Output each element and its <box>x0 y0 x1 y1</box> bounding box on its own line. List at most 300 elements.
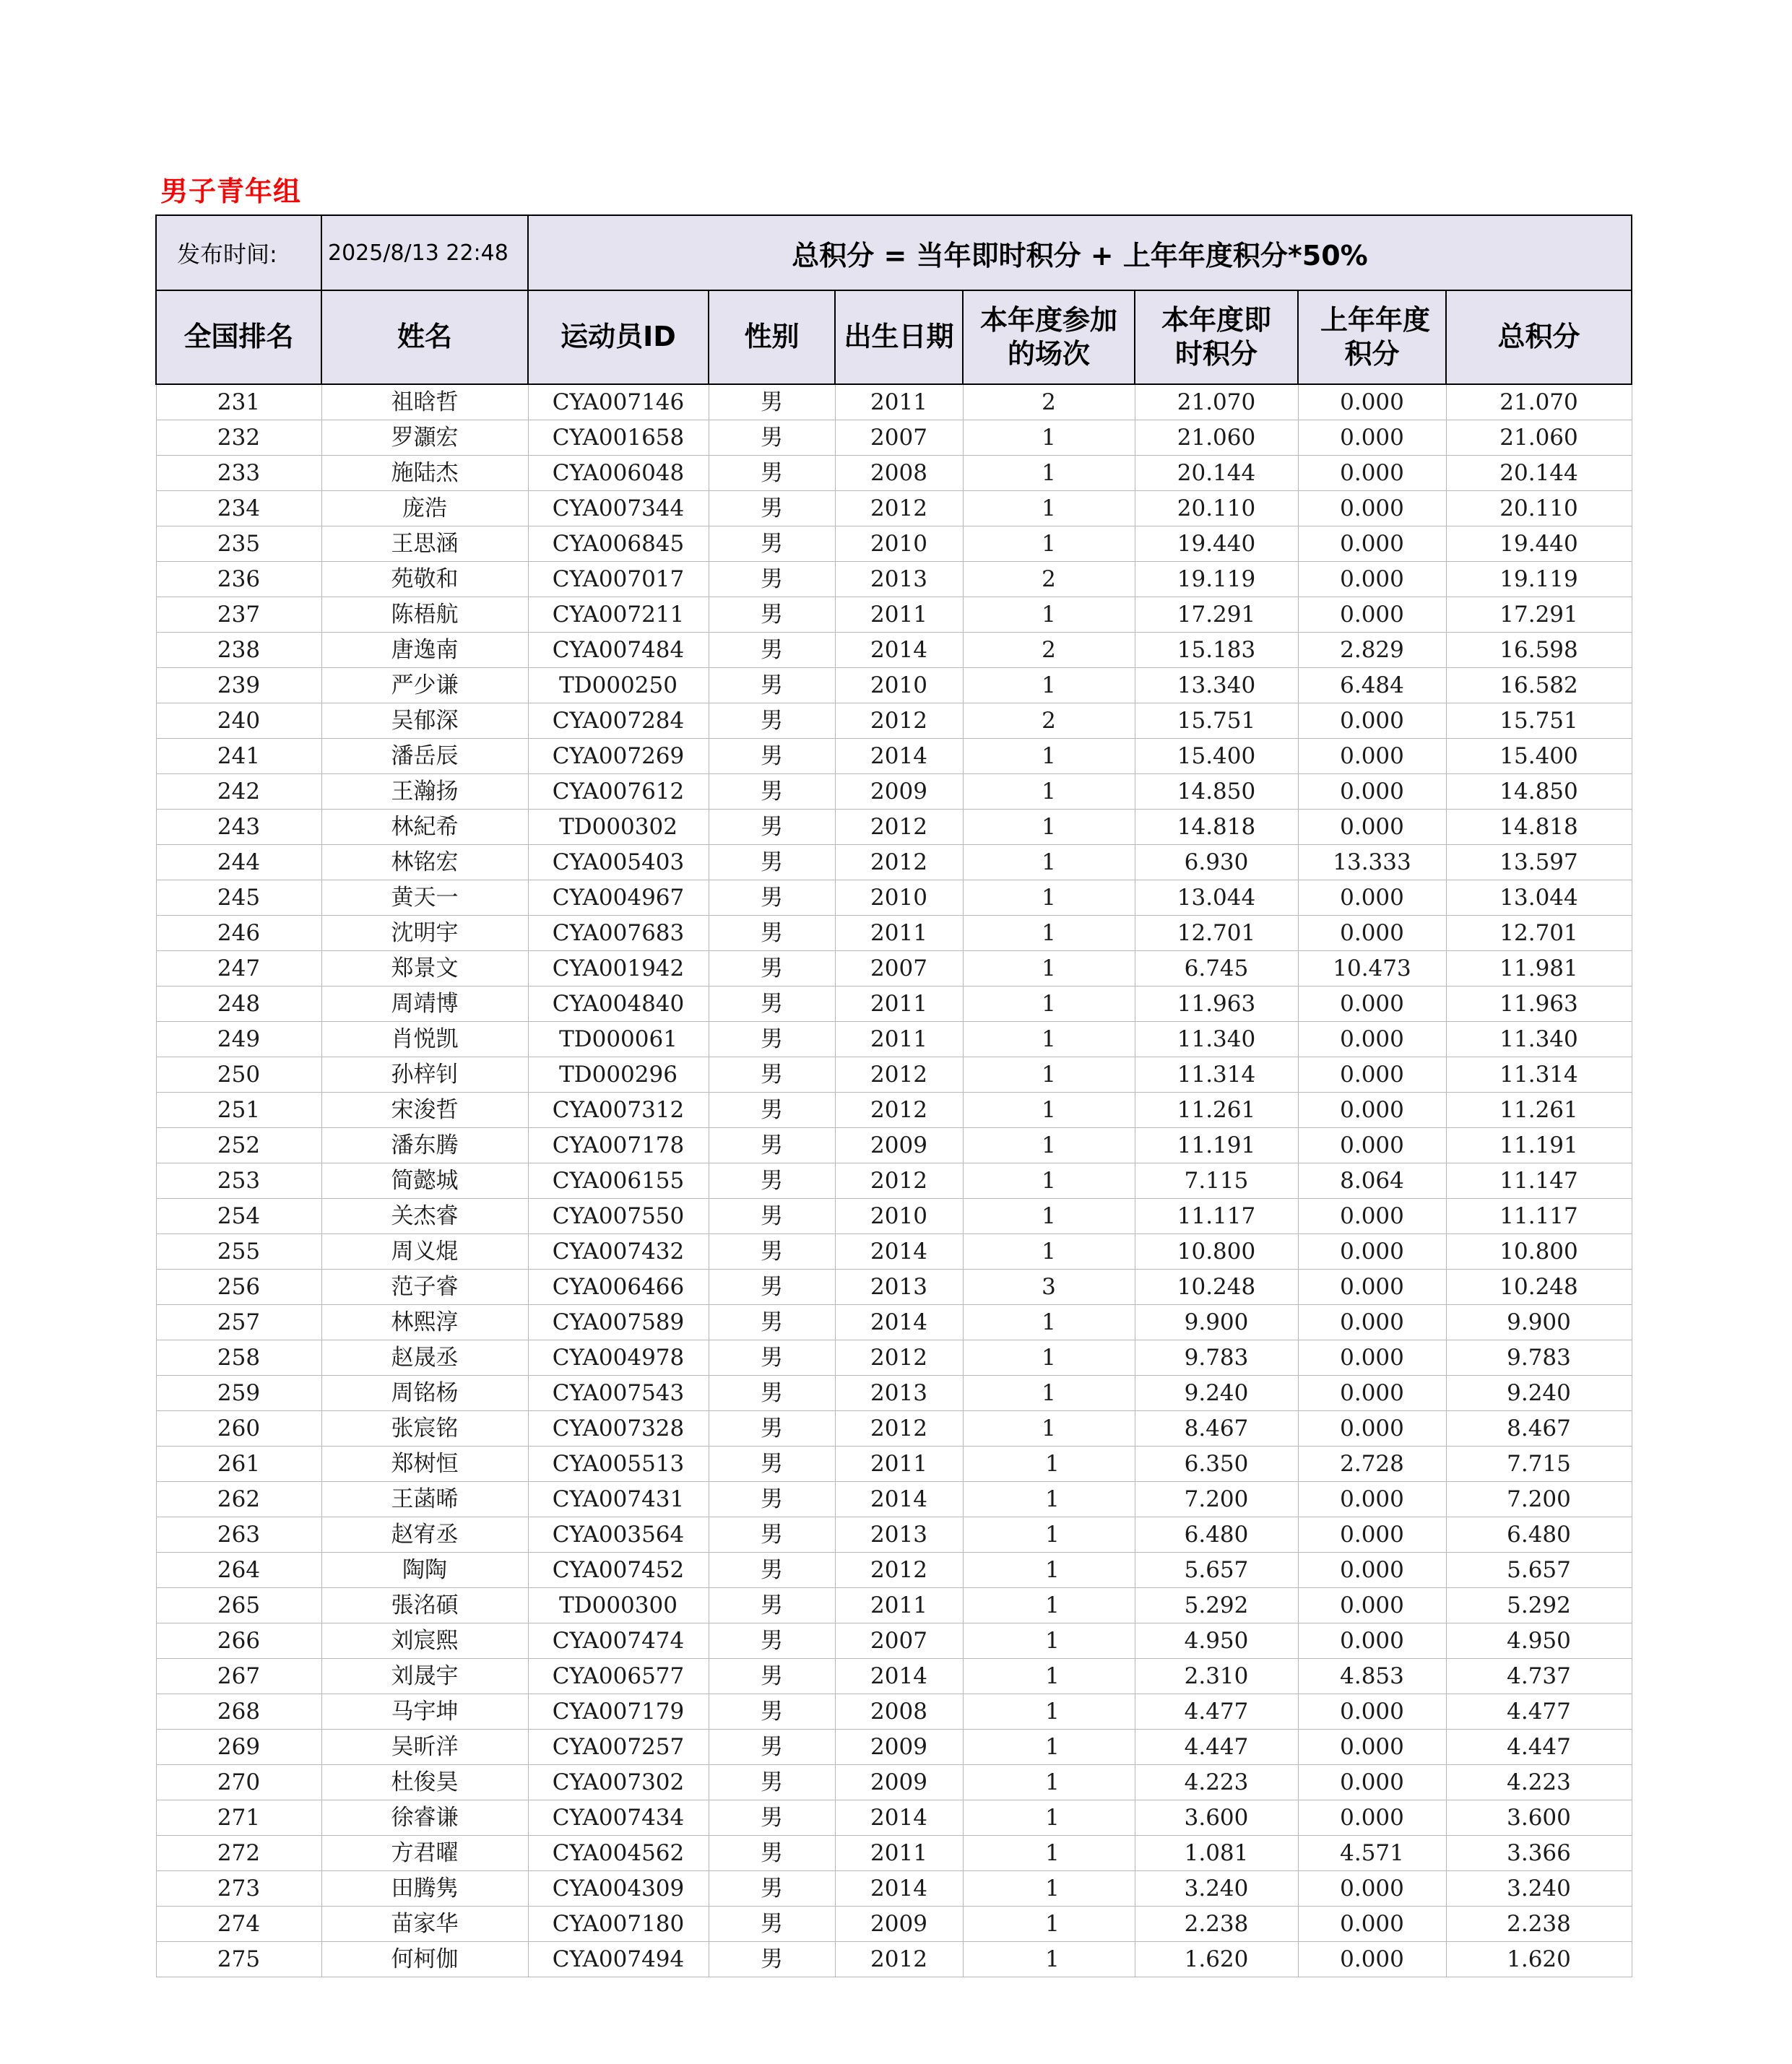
last-year-points-cell: 0.000 <box>1298 1340 1446 1376</box>
table-row <box>156 1836 1632 1871</box>
current-points-cell: 7.115 <box>1135 1163 1298 1199</box>
rank-cell: 258 <box>156 1340 321 1376</box>
athlete-id-cell: CYA007178 <box>528 1128 709 1163</box>
last-year-points-cell: 0.000 <box>1298 420 1446 456</box>
current-points-cell: 9.240 <box>1135 1376 1298 1411</box>
total-points-cell: 3.600 <box>1446 1800 1632 1836</box>
rank-cell: 246 <box>156 916 321 951</box>
table-row <box>156 845 1632 880</box>
birth-year-cell: 2012 <box>835 845 963 880</box>
gender-cell: 男 <box>709 562 835 597</box>
birth-year-cell: 2009 <box>835 1730 963 1765</box>
current-points-cell: 11.191 <box>1135 1128 1298 1163</box>
birth-year-cell: 2012 <box>835 1411 963 1447</box>
last-year-points-cell: 0.000 <box>1298 1765 1446 1800</box>
table-row <box>156 526 1632 562</box>
rank-cell: 266 <box>156 1623 321 1659</box>
birth-year-cell: 2010 <box>835 880 963 916</box>
rank-cell: 236 <box>156 562 321 597</box>
rank-cell: 269 <box>156 1730 321 1765</box>
total-points-cell: 4.477 <box>1446 1694 1632 1730</box>
birth-year-cell: 2013 <box>835 1270 963 1305</box>
birth-year-cell: 2014 <box>835 1305 963 1340</box>
current-points-cell: 1.620 <box>1135 1942 1298 1977</box>
current-points-cell: 21.070 <box>1135 384 1298 420</box>
birth-year-cell: 2012 <box>835 1163 963 1199</box>
athlete-id-cell: TD000061 <box>528 1022 709 1057</box>
gender-cell: 男 <box>709 1765 835 1800</box>
name-cell: 刘宸熙 <box>321 1623 528 1659</box>
current-points-cell: 14.850 <box>1135 774 1298 810</box>
rank-cell: 232 <box>156 420 321 456</box>
table-row <box>156 1800 1632 1836</box>
birth-year-cell: 2012 <box>835 1340 963 1376</box>
table-row <box>156 633 1632 668</box>
total-points-cell: 11.314 <box>1446 1057 1632 1093</box>
events-count-cell: 1 <box>963 1730 1135 1765</box>
events-count-cell: 1 <box>963 526 1135 562</box>
gender-cell: 男 <box>709 951 835 987</box>
athlete-id-cell: CYA007312 <box>528 1093 709 1128</box>
current-points-cell: 17.291 <box>1135 597 1298 633</box>
table-row <box>156 1517 1632 1553</box>
last-year-points-cell: 0.000 <box>1298 987 1446 1022</box>
events-count-cell: 3 <box>963 1270 1135 1305</box>
publish-time-value: 2025/8/13 22:48 <box>321 215 528 290</box>
rank-cell: 253 <box>156 1163 321 1199</box>
table-row <box>156 1199 1632 1234</box>
events-count-cell: 1 <box>963 1376 1135 1411</box>
rank-cell: 233 <box>156 456 321 491</box>
current-points-cell: 8.467 <box>1135 1411 1298 1447</box>
table-row <box>156 1871 1632 1907</box>
events-count-cell: 1 <box>963 420 1135 456</box>
events-count-cell: 1 <box>963 739 1135 774</box>
table-row <box>156 420 1632 456</box>
events-count-cell: 1 <box>963 1093 1135 1128</box>
birth-year-cell: 2012 <box>835 810 963 845</box>
rank-cell: 248 <box>156 987 321 1022</box>
table-row <box>156 810 1632 845</box>
last-year-points-cell: 0.000 <box>1298 456 1446 491</box>
events-count-cell: 1 <box>963 1199 1135 1234</box>
col-header-rank: 全国排名 <box>156 290 321 384</box>
athlete-id-cell: CYA004562 <box>528 1836 709 1871</box>
birth-year-cell: 2007 <box>835 420 963 456</box>
table-row <box>156 1482 1632 1517</box>
col-header-name: 姓名 <box>321 290 528 384</box>
total-points-cell: 4.737 <box>1446 1659 1632 1694</box>
total-points-cell: 16.598 <box>1446 633 1632 668</box>
events-count-cell: 1 <box>963 1553 1135 1588</box>
athlete-id-cell: CYA001658 <box>528 420 709 456</box>
last-year-points-cell: 0.000 <box>1298 491 1446 526</box>
current-points-cell: 21.060 <box>1135 420 1298 456</box>
table-row <box>156 951 1632 987</box>
events-count-cell: 1 <box>963 1057 1135 1093</box>
total-points-cell: 9.783 <box>1446 1340 1632 1376</box>
name-cell: 周义焜 <box>321 1234 528 1270</box>
table-row <box>156 1022 1632 1057</box>
last-year-points-cell: 0.000 <box>1298 1942 1446 1977</box>
table-row <box>156 562 1632 597</box>
last-year-points-cell: 0.000 <box>1298 1482 1446 1517</box>
name-cell: 宋浚哲 <box>321 1093 528 1128</box>
events-count-cell: 1 <box>963 1517 1135 1553</box>
current-points-cell: 3.240 <box>1135 1871 1298 1907</box>
name-cell: 关杰睿 <box>321 1199 528 1234</box>
last-year-points-cell: 6.484 <box>1298 668 1446 703</box>
last-year-points-cell: 0.000 <box>1298 739 1446 774</box>
total-points-cell: 7.715 <box>1446 1447 1632 1482</box>
last-year-points-cell: 0.000 <box>1298 1553 1446 1588</box>
table-row <box>156 739 1632 774</box>
gender-cell: 男 <box>709 1234 835 1270</box>
birth-year-cell: 2008 <box>835 1694 963 1730</box>
rank-cell: 231 <box>156 384 321 420</box>
rank-cell: 247 <box>156 951 321 987</box>
total-points-cell: 13.597 <box>1446 845 1632 880</box>
events-count-cell: 1 <box>963 774 1135 810</box>
name-cell: 方君曜 <box>321 1836 528 1871</box>
table-row <box>156 1942 1632 1977</box>
rank-cell: 264 <box>156 1553 321 1588</box>
last-year-points-cell: 0.000 <box>1298 1871 1446 1907</box>
gender-cell: 男 <box>709 1907 835 1942</box>
current-points-cell: 9.900 <box>1135 1305 1298 1340</box>
events-count-cell: 1 <box>963 1871 1135 1907</box>
rank-cell: 243 <box>156 810 321 845</box>
birth-year-cell: 2009 <box>835 1765 963 1800</box>
current-points-cell: 11.963 <box>1135 987 1298 1022</box>
athlete-id-cell: CYA007474 <box>528 1623 709 1659</box>
table-row <box>156 1623 1632 1659</box>
rank-cell: 255 <box>156 1234 321 1270</box>
table-row <box>156 1694 1632 1730</box>
total-points-cell: 11.981 <box>1446 951 1632 987</box>
gender-cell: 男 <box>709 987 835 1022</box>
last-year-points-cell: 0.000 <box>1298 526 1446 562</box>
birth-year-cell: 2012 <box>835 491 963 526</box>
rank-cell: 252 <box>156 1128 321 1163</box>
birth-year-cell: 2007 <box>835 1623 963 1659</box>
total-points-cell: 21.070 <box>1446 384 1632 420</box>
table-row <box>156 384 1632 420</box>
last-year-points-cell: 0.000 <box>1298 1376 1446 1411</box>
athlete-id-cell: CYA007284 <box>528 703 709 739</box>
rank-cell: 242 <box>156 774 321 810</box>
gender-cell: 男 <box>709 774 835 810</box>
table-row <box>156 1907 1632 1942</box>
rank-cell: 263 <box>156 1517 321 1553</box>
current-points-cell: 15.183 <box>1135 633 1298 668</box>
last-year-points-cell: 0.000 <box>1298 880 1446 916</box>
birth-year-cell: 2009 <box>835 1907 963 1942</box>
birth-year-cell: 2013 <box>835 1376 963 1411</box>
table-row <box>156 1765 1632 1800</box>
birth-year-cell: 2012 <box>835 1942 963 1977</box>
gender-cell: 男 <box>709 1482 835 1517</box>
last-year-points-cell: 0.000 <box>1298 1057 1446 1093</box>
name-cell: 孙梓钊 <box>321 1057 528 1093</box>
birth-year-cell: 2012 <box>835 1093 963 1128</box>
total-points-cell: 14.818 <box>1446 810 1632 845</box>
rank-cell: 256 <box>156 1270 321 1305</box>
events-count-cell: 1 <box>963 951 1135 987</box>
birth-year-cell: 2014 <box>835 1234 963 1270</box>
birth-year-cell: 2014 <box>835 1871 963 1907</box>
rank-cell: 240 <box>156 703 321 739</box>
current-points-cell: 19.440 <box>1135 526 1298 562</box>
events-count-cell: 1 <box>963 1694 1135 1730</box>
current-points-cell: 20.144 <box>1135 456 1298 491</box>
total-points-cell: 5.657 <box>1446 1553 1632 1588</box>
athlete-id-cell: CYA007269 <box>528 739 709 774</box>
gender-cell: 男 <box>709 1305 835 1340</box>
last-year-points-cell: 0.000 <box>1298 1199 1446 1234</box>
athlete-id-cell: CYA007328 <box>528 1411 709 1447</box>
name-cell: 潘岳辰 <box>321 739 528 774</box>
birth-year-cell: 2012 <box>835 703 963 739</box>
current-points-cell: 15.751 <box>1135 703 1298 739</box>
name-cell: 罗灝宏 <box>321 420 528 456</box>
events-count-cell: 1 <box>963 1623 1135 1659</box>
name-cell: 張洺碩 <box>321 1588 528 1623</box>
total-points-cell: 17.291 <box>1446 597 1632 633</box>
total-points-cell: 7.200 <box>1446 1482 1632 1517</box>
last-year-points-cell: 0.000 <box>1298 774 1446 810</box>
current-points-cell: 9.783 <box>1135 1340 1298 1376</box>
name-cell: 郑树恒 <box>321 1447 528 1482</box>
gender-cell: 男 <box>709 1942 835 1977</box>
last-year-points-cell: 0.000 <box>1298 1270 1446 1305</box>
name-cell: 潘东腾 <box>321 1128 528 1163</box>
events-count-cell: 1 <box>963 1836 1135 1871</box>
rank-cell: 260 <box>156 1411 321 1447</box>
athlete-id-cell: CYA007612 <box>528 774 709 810</box>
athlete-id-cell: TD000296 <box>528 1057 709 1093</box>
table-row <box>156 987 1632 1022</box>
total-points-cell: 11.191 <box>1446 1128 1632 1163</box>
total-points-cell: 20.144 <box>1446 456 1632 491</box>
current-points-cell: 5.292 <box>1135 1588 1298 1623</box>
athlete-id-cell: CYA007434 <box>528 1800 709 1836</box>
table-row <box>156 1730 1632 1765</box>
birth-year-cell: 2012 <box>835 1553 963 1588</box>
rank-cell: 241 <box>156 739 321 774</box>
gender-cell: 男 <box>709 491 835 526</box>
athlete-id-cell: CYA007211 <box>528 597 709 633</box>
total-points-cell: 14.850 <box>1446 774 1632 810</box>
name-cell: 陶陶 <box>321 1553 528 1588</box>
current-points-cell: 11.261 <box>1135 1093 1298 1128</box>
rank-cell: 259 <box>156 1376 321 1411</box>
birth-year-cell: 2010 <box>835 668 963 703</box>
last-year-points-cell: 0.000 <box>1298 1411 1446 1447</box>
gender-cell: 男 <box>709 1800 835 1836</box>
score-formula: 总积分 = 当年即时积分 + 上年年度积分*50% <box>528 215 1632 290</box>
col-header-current-points: 本年度即 时积分 <box>1135 290 1298 384</box>
name-cell: 林紀希 <box>321 810 528 845</box>
current-points-cell: 4.447 <box>1135 1730 1298 1765</box>
name-cell: 苑敬和 <box>321 562 528 597</box>
events-count-cell: 1 <box>963 916 1135 951</box>
rank-cell: 234 <box>156 491 321 526</box>
birth-year-cell: 2011 <box>835 1447 963 1482</box>
athlete-id-cell: CYA003564 <box>528 1517 709 1553</box>
total-points-cell: 19.440 <box>1446 526 1632 562</box>
current-points-cell: 6.480 <box>1135 1517 1298 1553</box>
name-cell: 田腾隽 <box>321 1871 528 1907</box>
table-row <box>156 1411 1632 1447</box>
total-points-cell: 9.240 <box>1446 1376 1632 1411</box>
last-year-points-cell: 0.000 <box>1298 1623 1446 1659</box>
current-points-cell: 2.238 <box>1135 1907 1298 1942</box>
last-year-points-cell: 0.000 <box>1298 1588 1446 1623</box>
birth-year-cell: 2011 <box>835 1588 963 1623</box>
current-points-cell: 12.701 <box>1135 916 1298 951</box>
last-year-points-cell: 0.000 <box>1298 1694 1446 1730</box>
rank-cell: 270 <box>156 1765 321 1800</box>
events-count-cell: 1 <box>963 1447 1135 1482</box>
events-count-cell: 1 <box>963 1305 1135 1340</box>
events-count-cell: 1 <box>963 1907 1135 1942</box>
athlete-id-cell: CYA001942 <box>528 951 709 987</box>
last-year-points-cell: 0.000 <box>1298 1730 1446 1765</box>
gender-cell: 男 <box>709 526 835 562</box>
current-points-cell: 11.340 <box>1135 1022 1298 1057</box>
name-cell: 沈明宇 <box>321 916 528 951</box>
events-count-cell: 1 <box>963 597 1135 633</box>
current-points-cell: 10.800 <box>1135 1234 1298 1270</box>
table-row <box>156 1128 1632 1163</box>
last-year-points-cell: 0.000 <box>1298 562 1446 597</box>
gender-cell: 男 <box>709 1447 835 1482</box>
last-year-points-cell: 13.333 <box>1298 845 1446 880</box>
table-row <box>156 1093 1632 1128</box>
current-points-cell: 2.310 <box>1135 1659 1298 1694</box>
last-year-points-cell: 0.000 <box>1298 384 1446 420</box>
current-points-cell: 1.081 <box>1135 1836 1298 1871</box>
gender-cell: 男 <box>709 1553 835 1588</box>
current-points-cell: 6.930 <box>1135 845 1298 880</box>
name-cell: 林铭宏 <box>321 845 528 880</box>
current-points-cell: 13.044 <box>1135 880 1298 916</box>
athlete-id-cell: CYA006845 <box>528 526 709 562</box>
rank-cell: 239 <box>156 668 321 703</box>
gender-cell: 男 <box>709 1057 835 1093</box>
gender-cell: 男 <box>709 1411 835 1447</box>
table-row <box>156 1553 1632 1588</box>
last-year-points-cell: 0.000 <box>1298 1128 1446 1163</box>
athlete-id-cell: CYA005513 <box>528 1447 709 1482</box>
table-row <box>156 456 1632 491</box>
birth-year-cell: 2011 <box>835 916 963 951</box>
events-count-cell: 1 <box>963 1588 1135 1623</box>
rank-cell: 249 <box>156 1022 321 1057</box>
gender-cell: 男 <box>709 1128 835 1163</box>
events-count-cell: 1 <box>963 1659 1135 1694</box>
current-points-cell: 6.350 <box>1135 1447 1298 1482</box>
col-header-birth-year: 出生日期 <box>835 290 963 384</box>
athlete-id-cell: CYA007432 <box>528 1234 709 1270</box>
athlete-id-cell: CYA005403 <box>528 845 709 880</box>
athlete-id-cell: CYA004978 <box>528 1340 709 1376</box>
birth-year-cell: 2008 <box>835 456 963 491</box>
total-points-cell: 4.223 <box>1446 1765 1632 1800</box>
last-year-points-cell: 4.853 <box>1298 1659 1446 1694</box>
events-count-cell: 1 <box>963 1163 1135 1199</box>
total-points-cell: 11.963 <box>1446 987 1632 1022</box>
gender-cell: 男 <box>709 1623 835 1659</box>
birth-year-cell: 2009 <box>835 774 963 810</box>
gender-cell: 男 <box>709 456 835 491</box>
last-year-points-cell: 8.064 <box>1298 1163 1446 1199</box>
events-count-cell: 1 <box>963 456 1135 491</box>
athlete-id-cell: CYA007146 <box>528 384 709 420</box>
athlete-id-cell: CYA007017 <box>528 562 709 597</box>
table-row <box>156 703 1632 739</box>
last-year-points-cell: 0.000 <box>1298 597 1446 633</box>
name-cell: 赵宥丞 <box>321 1517 528 1553</box>
athlete-id-cell: CYA006577 <box>528 1659 709 1694</box>
current-points-cell: 3.600 <box>1135 1800 1298 1836</box>
name-cell: 张宸铭 <box>321 1411 528 1447</box>
total-points-cell: 20.110 <box>1446 491 1632 526</box>
rank-cell: 262 <box>156 1482 321 1517</box>
athlete-id-cell: CYA004840 <box>528 987 709 1022</box>
total-points-cell: 5.292 <box>1446 1588 1632 1623</box>
gender-cell: 男 <box>709 1022 835 1057</box>
rank-cell: 273 <box>156 1871 321 1907</box>
name-cell: 严少谦 <box>321 668 528 703</box>
athlete-id-cell: CYA007484 <box>528 633 709 668</box>
rank-cell: 237 <box>156 597 321 633</box>
athlete-id-cell: CYA007550 <box>528 1199 709 1234</box>
col-header-total-points: 总积分 <box>1446 290 1632 384</box>
name-cell: 简懿城 <box>321 1163 528 1199</box>
gender-cell: 男 <box>709 1836 835 1871</box>
rank-cell: 274 <box>156 1907 321 1942</box>
total-points-cell: 10.800 <box>1446 1234 1632 1270</box>
events-count-cell: 1 <box>963 1022 1135 1057</box>
name-cell: 陈梧航 <box>321 597 528 633</box>
last-year-points-cell: 10.473 <box>1298 951 1446 987</box>
athlete-id-cell: CYA007431 <box>528 1482 709 1517</box>
gender-cell: 男 <box>709 1376 835 1411</box>
rank-cell: 268 <box>156 1694 321 1730</box>
total-points-cell: 1.620 <box>1446 1942 1632 1977</box>
gender-cell: 男 <box>709 633 835 668</box>
name-cell: 周铭杨 <box>321 1376 528 1411</box>
last-year-points-cell: 2.728 <box>1298 1447 1446 1482</box>
events-count-cell: 1 <box>963 1800 1135 1836</box>
ranking-table <box>155 214 1632 1977</box>
name-cell: 王菡晞 <box>321 1482 528 1517</box>
birth-year-cell: 2014 <box>835 739 963 774</box>
gender-cell: 男 <box>709 1163 835 1199</box>
table-row <box>156 916 1632 951</box>
birth-year-cell: 2014 <box>835 1659 963 1694</box>
gender-cell: 男 <box>709 1270 835 1305</box>
athlete-id-cell: TD000250 <box>528 668 709 703</box>
current-points-cell: 19.119 <box>1135 562 1298 597</box>
birth-year-cell: 2007 <box>835 951 963 987</box>
name-cell: 范子睿 <box>321 1270 528 1305</box>
last-year-points-cell: 0.000 <box>1298 810 1446 845</box>
rank-cell: 257 <box>156 1305 321 1340</box>
gender-cell: 男 <box>709 668 835 703</box>
